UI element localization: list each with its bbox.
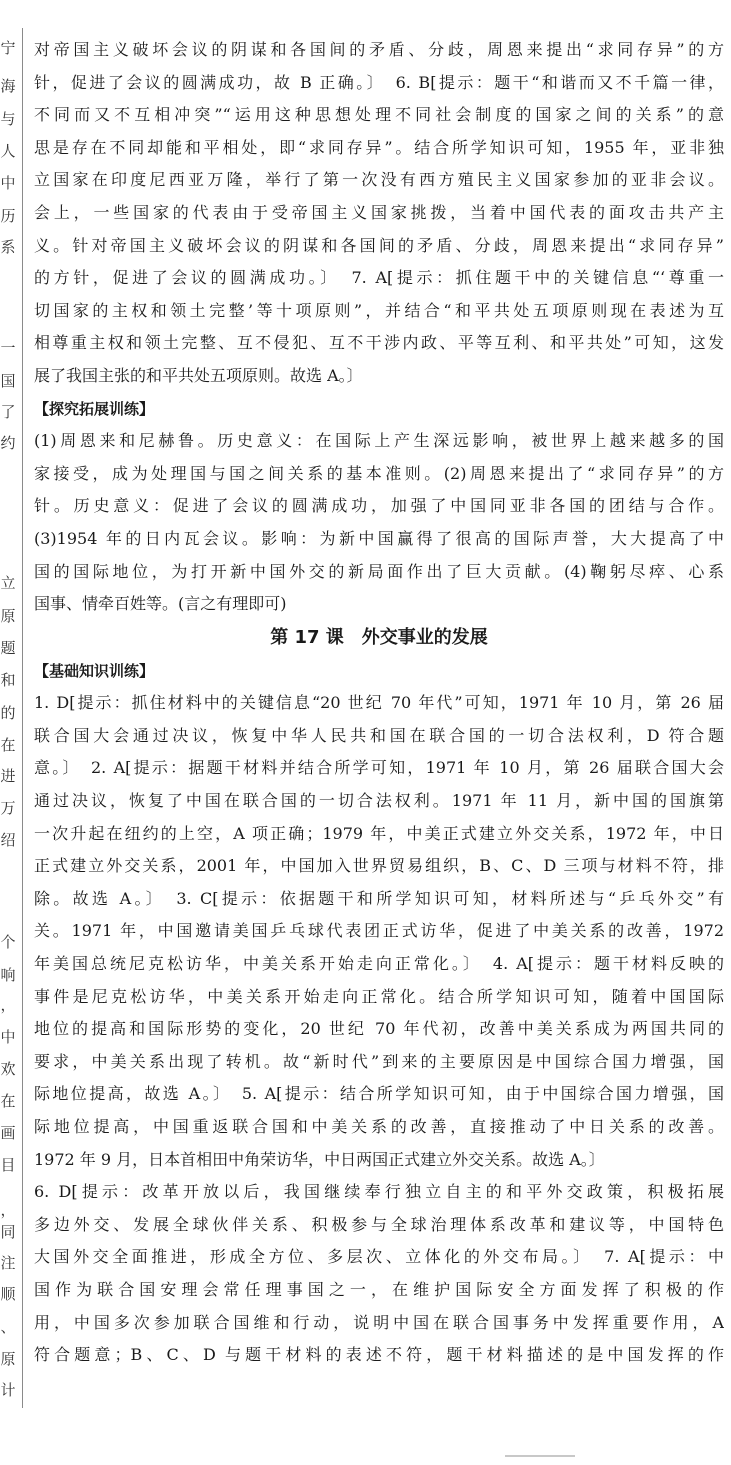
- clipped-margin-char: 海: [0, 77, 16, 95]
- left-margin-strip: [0, 30, 20, 1410]
- column-divider: [22, 28, 23, 1408]
- text-line: 际地位提高，故选 A。〕 5. A[提示：结合所学知识可知，由于中国综合国力增强，国: [34, 1084, 724, 1104]
- text-line: 不同而又不互相冲突”“运用这种思想处理不同社会制度的国家之间的关系”的意: [34, 105, 724, 125]
- text-line: 思是存在不同却能和平相处，即“求同存异”。结合所学知识可知，1955 年，亚非独: [34, 137, 724, 157]
- text-line: 除。故选 A。〕 3. C[提示：依据题干和所学知识可知，材料所述与“乒乓外交”有: [34, 888, 724, 908]
- text-line: 地位的提高和国际形势的变化，20 世纪 70 年代初，改善中美关系成为两国共同的: [34, 1019, 724, 1039]
- clipped-margin-char: 目: [0, 1156, 16, 1174]
- clipped-margin-char: 人: [0, 142, 16, 160]
- clipped-margin-char: 画: [0, 1124, 16, 1142]
- clipped-margin-char: 进: [0, 767, 16, 785]
- clipped-margin-char: 在: [0, 1092, 16, 1110]
- text-line: 1972 年 9 月，日本首相田中角荣访华，中日两国正式建立外交关系。故选 A。〕: [34, 1149, 605, 1169]
- text-line: 的方针，促进了会议的圆满成功。〕 7. A[提示：抓住题干中的关键信息“‘尊重一: [34, 268, 724, 288]
- section-heading-basic: 【基础知识训练】: [34, 661, 155, 680]
- clipped-margin-char: 响: [0, 966, 16, 984]
- text-line: 际地位提高，中国重返联合国和中美关系的改善，直接推动了中日关系的改善。: [34, 1117, 724, 1136]
- text-line: 国作为联合国安理会常任理事国之一，在维护国际安全方面发挥了积极的作: [34, 1279, 724, 1299]
- text-line: 年美国总统尼克松访华，中美关系开始走向正常化。〕 4. A[提示：题干材料反映的: [34, 954, 724, 974]
- text-line: (1)周恩来和尼赫鲁。历史意义：在国际上产生深远影响，被世界上越来越多的国: [34, 431, 724, 451]
- clipped-margin-char: 注: [0, 1254, 16, 1272]
- text-line: 意。〕 2. A[提示：据题干材料并结合所学可知，1971 年 10 月，第 26 届联合国大会: [34, 758, 724, 778]
- text-line: 相尊重主权和领土完整、互不侵犯、互不干涉内政、平等互利、和平共处”可知，这发: [34, 333, 724, 353]
- clipped-margin-char: 历: [0, 207, 16, 225]
- text-line: 针，促进了会议的圆满成功，故 B 正确。〕 6. B[提示：题干“和谐而又不千篇一律，: [34, 72, 724, 92]
- text-line: 联合国大会通过决议，恢复中华人民共和国在联合国的一切合法权利，D 符合题: [34, 725, 724, 745]
- clipped-margin-char: 顺: [0, 1285, 16, 1303]
- clipped-margin-char: 同: [0, 1223, 16, 1241]
- text-line: 对帝国主义破坏会议的阴谋和各国间的矛盾、分歧，周恩来提出“求同存异”的方: [34, 40, 724, 59]
- clipped-margin-char: 立: [0, 574, 16, 592]
- text-line: 正式建立外交关系，2001 年，中国加入世界贸易组织，B、C、D 三项与材料不符，排: [34, 856, 724, 876]
- text-line: 展了我国主张的和平共处五项原则。故选 A。〕: [34, 365, 363, 385]
- text-line: 通过决议，恢复了中国在联合国的一切合法权利。1971 年 11 月，新中国的国旗第: [34, 791, 724, 811]
- clipped-margin-char: 原: [0, 607, 16, 625]
- clipped-margin-char: 、: [0, 1318, 16, 1336]
- text-line: 关。1971 年，中国邀请美国乒乓球代表团正式访华，促进了中美关系的改善，1972: [34, 921, 724, 941]
- clipped-margin-char: 一: [0, 339, 16, 357]
- clipped-margin-char: ，: [0, 1201, 16, 1219]
- answer-text-column: [34, 34, 724, 1372]
- clipped-margin-char: 的: [0, 704, 16, 722]
- clipped-margin-char: 宁: [0, 39, 16, 57]
- text-line: 大国外交全面推进，形成全方位、多层次、立体化的外交布局。〕 7. A[提示：中: [34, 1247, 724, 1267]
- text-line: 国的国际地位，为打开新中国外交的新局面作出了巨大贡献。(4)鞠躬尽瘁、心系: [34, 561, 724, 581]
- text-line: 义。针对帝国主义破坏会议的阴谋和各国间的矛盾、分歧，周恩来提出“求同存异”: [34, 235, 724, 255]
- text-line: 一次升起在纽约的上空，A 项正确；1979 年，中美正式建立外交关系，1972 年，中日: [34, 823, 724, 843]
- clipped-margin-char: 在: [0, 736, 16, 754]
- text-line: 家接受，成为处理国与国之间关系的基本准则。(2)周恩来提出了“求同存异”的方: [34, 463, 724, 483]
- clipped-margin-char: 欢: [0, 1060, 16, 1078]
- clipped-margin-char: 约: [0, 434, 16, 452]
- text-line: 用，中国多次参加联合国维和行动，说明中国在联合国事务中发挥重要作用，A: [34, 1312, 724, 1332]
- text-line: 事件是尼克松访华，中美关系开始走向正常化。结合所学知识可知，随着中国国际: [34, 986, 724, 1006]
- text-line: 1. D[提示：抓住材料中的关键信息“20 世纪 70 年代”可知，1971 年 10 月，第 26 届: [34, 693, 724, 713]
- clipped-margin-char: 绍: [0, 831, 16, 849]
- clipped-margin-char: 原: [0, 1350, 16, 1368]
- text-line: 符合题意；B、C、D 与题干材料的表述不符，题干材料描述的是中国发挥的作: [34, 1345, 724, 1365]
- text-line: 立国家在印度尼西亚万隆，举行了第一次没有西方殖民主义国家参加的亚非会议。: [34, 170, 724, 190]
- text-line: (3)1954 年的日内瓦会议。影响：为新中国赢得了很高的国际声誉，大大提高了中: [34, 528, 724, 548]
- text-line: 多边外交、发展全球伙伴关系、积极参与全球治理体系改革和建议等，中国特色: [34, 1214, 724, 1234]
- clipped-margin-char: 国: [0, 372, 16, 390]
- lesson-title: 第 17 课 外交事业的发展: [270, 626, 488, 648]
- section-heading-explore: 【探究拓展训练】: [34, 399, 155, 418]
- clipped-margin-char: ，: [0, 996, 16, 1014]
- clipped-margin-char: 与: [0, 110, 16, 128]
- clipped-margin-char: 个: [0, 933, 16, 951]
- text-line: 要求，中美关系出现了转机。故“新时代”到来的主要原因是中国综合国力增强，国: [34, 1051, 724, 1071]
- clipped-margin-char: 题: [0, 639, 16, 657]
- clipped-margin-char: 计: [0, 1381, 16, 1399]
- text-line: 针。历史意义：促进了会议的圆满成功，加强了中国同亚非各国的团结与合作。: [34, 496, 724, 516]
- clipped-margin-char: 了: [0, 403, 16, 421]
- text-line: 切国家的主权和领土完整’等十项原则”，并结合“和平共处五项原则现在表述为互: [34, 300, 724, 320]
- clipped-margin-char: 系: [0, 238, 16, 256]
- clipped-margin-char: 中: [0, 174, 16, 192]
- clipped-margin-char: 中: [0, 1028, 16, 1046]
- clipped-margin-char: 万: [0, 799, 16, 817]
- clipped-margin-char: 和: [0, 671, 16, 689]
- text-line: 会上，一些国家的代表由于受帝国主义国家挑拨，当着中国代表的面攻击共产主: [34, 202, 724, 222]
- text-line: 6. D[提示：改革开放以后，我国继续奉行独立自主的和平外交政策，积极拓展: [34, 1182, 724, 1202]
- text-line: 国事、情牵百姓等。(言之有理即可): [34, 594, 287, 614]
